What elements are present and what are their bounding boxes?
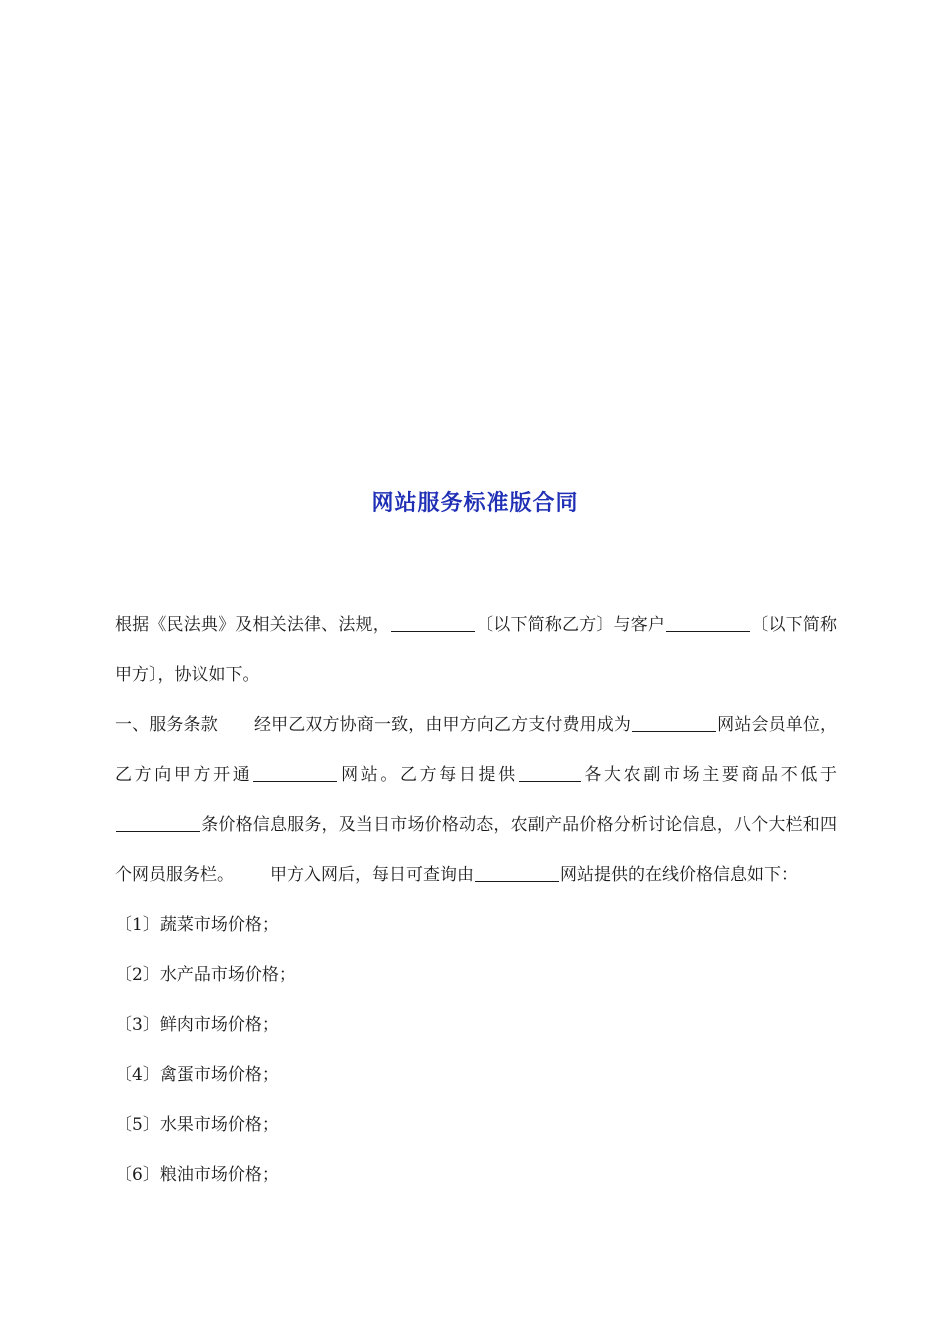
intro-text-3: 〔以下简称甲方〕，协议如下。 <box>115 615 838 685</box>
intro-text-2: 〔以下简称乙方〕与客户 <box>475 615 666 635</box>
list-item: 〔1〕蔬菜市场价格； <box>115 915 279 935</box>
blank-line <box>666 614 750 632</box>
document-body <box>115 600 837 1200</box>
blank-line <box>391 614 475 632</box>
section-1-text-1: 经甲乙双方协商一致，由甲方向乙方支付费用成为 <box>253 715 632 735</box>
blank-line <box>116 814 200 832</box>
blank-line <box>253 764 337 782</box>
blank-line <box>475 864 559 882</box>
section-1-text-6: 甲方入网后，每日可查询由 <box>270 865 474 885</box>
document-title: 网站服务标准版合同 <box>371 490 579 516</box>
section-1-text-4: 各大农副市场主要商品不低于 <box>581 765 838 785</box>
section-1-text-7: 网站提供的在线价格信息如下： <box>560 865 798 885</box>
section-1-paragraph <box>115 700 837 900</box>
section-1-text-5: 条价格信息服务，及当日市场价格动态，农副产品价格分析讨论信息，八个大栏和四个网员服务栏。 <box>115 815 837 885</box>
section-1-text-3: 网站。乙方每日提供 <box>338 765 518 785</box>
list-item: 〔4〕禽蛋市场价格； <box>115 1065 279 1085</box>
intro-text-1: 根据《民法典》及相关法律、法规， <box>115 615 390 635</box>
section-1-heading: 一、服务条款 <box>115 715 218 735</box>
section-1-text-2: 网站会员单位，乙方向甲方开通 <box>115 715 838 785</box>
list-item: 〔3〕鲜肉市场价格； <box>115 1015 279 1035</box>
list-item: 〔6〕粮油市场价格； <box>115 1165 279 1185</box>
list-item: 〔2〕水产品市场价格； <box>115 965 296 985</box>
blank-line <box>632 714 716 732</box>
list-item: 〔5〕水果市场价格； <box>115 1115 279 1135</box>
blank-line <box>519 764 581 782</box>
intro-paragraph <box>115 600 837 700</box>
